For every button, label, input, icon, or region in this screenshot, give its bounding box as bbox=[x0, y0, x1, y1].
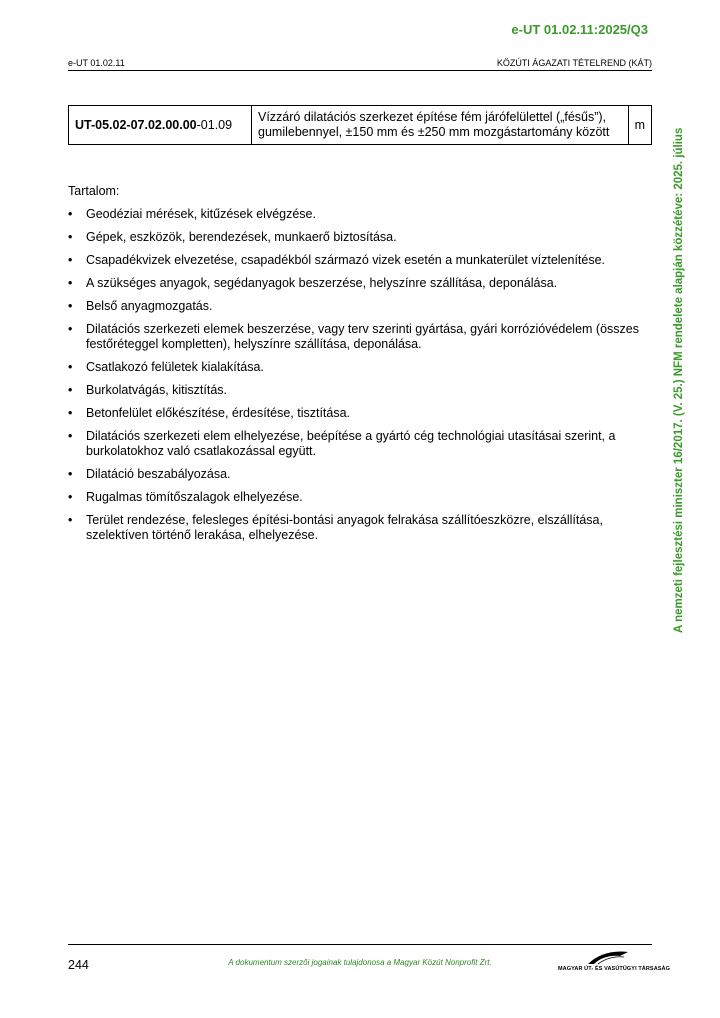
content-list-item-text: Dilatáció beszabályozása. bbox=[86, 467, 231, 481]
bullet-icon: • bbox=[68, 276, 73, 290]
bullet-icon: • bbox=[68, 406, 73, 420]
bullet-icon: • bbox=[68, 322, 73, 336]
bullet-icon: • bbox=[68, 253, 73, 267]
header-left: e-UT 01.02.11 bbox=[68, 58, 125, 68]
item-description: Vízzáró dilatációs szerkezet építése fém járófelülettel („fésűs”), gumilebennyel, ±150 mm és ±250 mm mozgástartomány között bbox=[252, 106, 629, 145]
item-unit: m bbox=[628, 106, 651, 145]
content-list-item-text: Burkolatvágás, kitisztítás. bbox=[86, 383, 228, 397]
item-row bbox=[69, 106, 652, 145]
content-list-item bbox=[68, 490, 648, 505]
content-section bbox=[68, 184, 648, 551]
content-list-item-text: A szükséges anyagok, segédanyagok beszerzése, helyszínre szállítása, deponálása. bbox=[86, 276, 558, 290]
content-list-item-text: Csatlakozó felületek kialakítása. bbox=[86, 360, 264, 374]
bullet-icon: • bbox=[68, 299, 73, 313]
content-list-item bbox=[68, 207, 648, 222]
content-list-item bbox=[68, 276, 648, 291]
header-rule bbox=[68, 70, 652, 71]
item-table bbox=[68, 105, 652, 145]
bullet-icon: • bbox=[68, 429, 73, 443]
road-swoosh-icon bbox=[558, 948, 652, 966]
content-list-item bbox=[68, 299, 648, 314]
content-list-item-text: Terület rendezése, felesleges építési-bontási anyagok felrakása szállítóeszközre, elszállítása, szelektíven történő lerakása, elhelyezése. bbox=[86, 513, 603, 542]
content-list-item-text: Geodéziai mérések, kitűzések elvégzése. bbox=[86, 207, 316, 221]
content-list-item bbox=[68, 467, 648, 482]
bullet-icon: • bbox=[68, 383, 73, 397]
header-right: KÖZÚTI ÁGAZATI TÉTELREND (KÁT) bbox=[496, 58, 652, 68]
document-code: e-UT 01.02.11:2025/Q3 bbox=[511, 22, 648, 37]
content-list-item bbox=[68, 230, 648, 245]
bullet-icon: • bbox=[68, 360, 73, 374]
page-number: 244 bbox=[68, 958, 89, 972]
bullet-icon: • bbox=[68, 513, 73, 527]
society-logo bbox=[558, 948, 670, 972]
logo-text: MAGYAR ÚT- ÉS VASÚTÜGYI TÁRSASÁG bbox=[558, 966, 670, 972]
content-title: Tartalom: bbox=[68, 184, 120, 198]
content-list-item bbox=[68, 383, 648, 398]
content-list-item-text: Belső anyagmozgatás. bbox=[86, 299, 213, 313]
content-list-item-text: Csapadékvizek elvezetése, csapadékból származó vizek esetén a munkaterület víztelenítése. bbox=[86, 253, 606, 267]
content-list-item bbox=[68, 253, 648, 268]
item-code-suffix: -01.09 bbox=[196, 117, 233, 132]
footer-rule bbox=[68, 944, 652, 945]
content-list-item bbox=[68, 360, 648, 375]
content-list-item-text: Betonfelület előkészítése, érdesítése, tisztítása. bbox=[86, 406, 351, 420]
footer-copyright: A dokumentum szerzői jogainak tulajdonosa a Magyar Közút Nonprofit Zrt. bbox=[228, 958, 492, 967]
content-list-item bbox=[68, 406, 648, 421]
content-list-item-text: Dilatációs szerkezeti elem elhelyezése, beépítése a gyártó cég technológiai utasításai szerint, a burkolatokhoz való csatlakozással együtt. bbox=[86, 429, 616, 458]
bullet-icon: • bbox=[68, 490, 73, 504]
content-list-item bbox=[68, 322, 648, 352]
content-list-item bbox=[68, 513, 648, 543]
content-list-item-text: Gépek, eszközök, berendezések, munkaerő biztosítása. bbox=[86, 230, 397, 244]
bullet-icon: • bbox=[68, 467, 73, 481]
item-code-cell bbox=[69, 106, 252, 145]
item-code-main: UT-05.02-07.02.00.00 bbox=[75, 117, 197, 132]
bullet-icon: • bbox=[68, 207, 73, 221]
side-note: A nemzeti fejlesztési miniszter 16/2017. (V. 25.) NFM rendelete alapján közzétéve: 2025. július bbox=[673, 127, 685, 633]
bullet-icon: • bbox=[68, 230, 73, 244]
content-list bbox=[68, 207, 648, 543]
content-list-item bbox=[68, 429, 648, 459]
content-list-item-text: Dilatációs szerkezeti elemek beszerzése, vagy terv szerinti gyártása, gyári korrózióvédelem (összes festőréteggel kompletten), helyszínre szállítása, deponálása. bbox=[86, 322, 639, 351]
content-list-item-text: Rugalmas tömítőszalagok elhelyezése. bbox=[86, 490, 303, 504]
